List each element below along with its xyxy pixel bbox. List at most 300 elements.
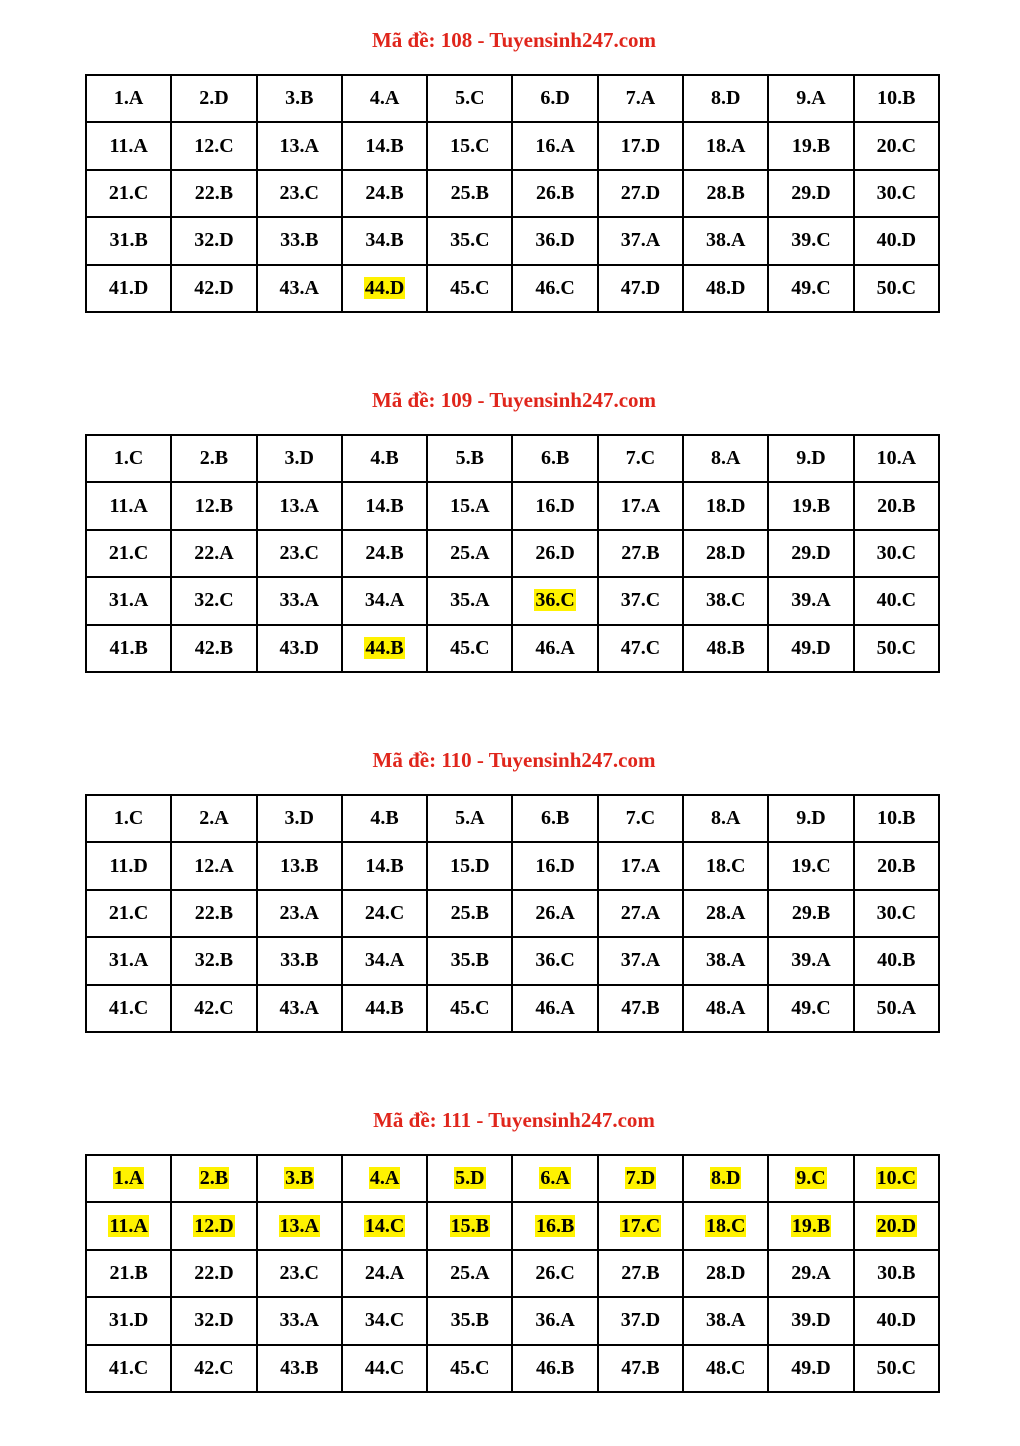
answer-cell [683,985,768,1032]
table-row [86,75,939,122]
answer-text: 26.A [535,901,575,924]
answer-cell [512,577,597,624]
answer-cell [257,435,342,482]
answer-cell [854,1345,939,1392]
highlighted-answer: 4.A [369,1167,400,1190]
answer-text: 47.B [621,996,660,1019]
answer-cell [683,842,768,889]
answer-text: 10.B [877,807,916,830]
answer-cell [342,985,427,1032]
answer-text: 46.A [535,996,575,1019]
answer-cell [86,122,171,169]
answer-cell [171,1202,256,1249]
highlighted-answer: 20.D [876,1214,917,1237]
answer-text: 27.B [621,1261,660,1284]
answer-cell [768,1202,853,1249]
answer-text: 5.A [455,807,485,830]
answer-text: 14.B [365,854,404,877]
answer-text: 34.A [364,949,405,972]
answer-text: 9.A [796,87,826,110]
table-row [86,170,939,217]
answer-text: 50.C [876,636,917,659]
answer-text: 18.C [706,854,746,877]
answer-text: 47.B [621,1356,660,1379]
table-row [86,1297,939,1344]
answer-text: 31.B [109,229,148,252]
answer-text: 38.C [706,589,746,612]
answer-cell [342,1155,427,1202]
answer-text: 29.D [791,181,831,204]
answer-text: 25.B [450,181,489,204]
answer-text: 37.A [620,949,661,972]
answer-cell [598,1202,683,1249]
answer-cell [86,265,171,312]
answer-text: 19.C [791,854,831,877]
answer-cell [598,1250,683,1297]
answer-cell [854,985,939,1032]
answer-cell [598,265,683,312]
answer-text: 36.D [535,229,575,252]
answer-text: 46.B [535,1356,575,1379]
answer-text: 1.A [113,87,144,110]
answer-cell [854,937,939,984]
answer-text: 17.D [620,134,661,157]
answer-text: 4.B [370,447,399,470]
answer-text: 21.C [108,181,149,204]
answer-cell [171,75,256,122]
answer-text: 18.D [706,494,746,517]
table-row [86,1250,939,1297]
table-row [86,435,939,482]
answer-cell [854,435,939,482]
highlighted-answer: 18.C [706,1214,746,1237]
answer-cell [683,122,768,169]
table-row [86,1202,939,1249]
answer-cell [768,1297,853,1344]
answer-text: 34.A [364,589,405,612]
answer-cell [683,625,768,672]
answer-cell [683,265,768,312]
answer-cell [86,1155,171,1202]
table-row [86,577,939,624]
answer-text: 23.A [279,901,319,924]
answer-cell [86,435,171,482]
answer-table [85,1154,940,1393]
answer-cell [427,530,512,577]
answer-text: 38.A [706,229,746,252]
answer-cell [768,625,853,672]
answer-text: 21.C [108,901,149,924]
answer-cell [854,75,939,122]
answer-cell [171,122,256,169]
answer-cell [768,890,853,937]
answer-cell [427,435,512,482]
answer-cell [854,577,939,624]
answer-text: 49.C [791,996,831,1019]
answer-cell [512,435,597,482]
answer-text: 11.A [109,134,148,157]
answer-cell [512,625,597,672]
highlighted-answer: 36.C [535,589,575,612]
answer-cell [427,217,512,264]
answer-cell [768,937,853,984]
answer-cell [683,217,768,264]
answer-text: 45.C [450,276,490,299]
table-row [86,937,939,984]
answer-text: 30.C [876,181,917,204]
answer-cell [171,1155,256,1202]
answer-cell [171,1345,256,1392]
answer-text: 21.B [109,1261,148,1284]
answer-cell [768,122,853,169]
table-row [86,795,939,842]
highlighted-answer: 9.C [796,1167,826,1190]
answer-cell [342,217,427,264]
answer-cell [598,530,683,577]
answer-text: 1.C [113,447,144,470]
answer-text: 3.D [284,807,314,830]
answer-cell [171,1297,256,1344]
answer-cell [768,482,853,529]
highlighted-answer: 6.A [540,1167,570,1190]
answer-cell [854,1250,939,1297]
answer-cell [768,842,853,889]
answer-text: 13.B [280,854,319,877]
answer-cell [86,170,171,217]
answer-text: 26.C [535,1261,575,1284]
answer-cell [342,170,427,217]
answer-text: 4.A [369,87,400,110]
answer-cell [342,1202,427,1249]
table-row [86,890,939,937]
answer-cell [598,795,683,842]
answer-cell [598,1345,683,1392]
answer-cell [683,795,768,842]
answer-cell [342,122,427,169]
answer-cell [598,985,683,1032]
answer-text: 15.C [450,134,490,157]
answer-text: 32.D [194,229,234,252]
answer-text: 19.B [791,494,831,517]
answer-cell [427,625,512,672]
highlighted-answer: 5.D [455,1167,485,1190]
answer-text: 32.D [194,1309,234,1332]
answer-text: 11.D [109,854,148,877]
answer-cell [342,937,427,984]
answer-text: 22.B [194,181,234,204]
answer-text: 33.B [280,229,319,252]
answer-cell [342,530,427,577]
answer-cell [598,75,683,122]
answer-cell [86,1297,171,1344]
exam-title: Mã đề: 109 - Tuyensinh247.com [371,388,657,412]
answer-cell [427,1345,512,1392]
highlighted-answer: 10.C [876,1167,917,1190]
answer-cell [342,1250,427,1297]
answer-cell [854,482,939,529]
answer-cell [683,1202,768,1249]
answer-text: 16.D [535,854,575,877]
answer-cell [427,577,512,624]
answer-text: 24.A [364,1261,405,1284]
answer-text: 12.B [194,494,234,517]
answer-cell [171,890,256,937]
answer-cell [854,625,939,672]
answer-text: 35.B [450,949,489,972]
answer-cell [512,937,597,984]
answer-cell [683,530,768,577]
answer-text: 8.D [711,87,741,110]
answer-cell [171,795,256,842]
answer-text: 40.D [876,1309,917,1332]
table-row [86,985,939,1032]
highlighted-answer: 7.D [625,1167,656,1190]
answer-cell [257,1155,342,1202]
answer-text: 24.B [365,541,404,564]
answer-cell [342,625,427,672]
answer-cell [427,482,512,529]
answer-cell [86,1250,171,1297]
answer-text: 32.B [194,949,234,972]
answer-cell [512,1250,597,1297]
answer-text: 23.C [279,541,319,564]
answer-cell [257,482,342,529]
answer-cell [342,890,427,937]
answer-text: 2.D [199,87,229,110]
answer-cell [427,890,512,937]
answer-cell [768,265,853,312]
answer-text: 22.A [194,541,234,564]
table-row [86,842,939,889]
answer-cell [768,75,853,122]
answer-text: 26.D [535,541,575,564]
answer-cell [512,482,597,529]
answer-cell [427,937,512,984]
answer-cell [427,170,512,217]
answer-cell [257,1250,342,1297]
answer-cell [598,482,683,529]
answer-cell [342,1297,427,1344]
answer-text: 30.C [876,541,917,564]
answer-text: 41.D [108,276,149,299]
answer-text: 18.A [706,134,746,157]
answer-cell [171,1250,256,1297]
answer-table [85,434,940,673]
answer-cell [427,795,512,842]
table-row [86,265,939,312]
highlighted-answer: 12.D [194,1214,234,1237]
highlighted-answer: 8.D [711,1167,741,1190]
answer-cell [342,842,427,889]
answer-text: 45.C [450,636,490,659]
table-row [86,1155,939,1202]
answer-cell [257,625,342,672]
answer-cell [598,937,683,984]
answer-cell [768,985,853,1032]
answer-cell [427,265,512,312]
answer-text: 23.C [279,1261,319,1284]
answer-text: 12.C [194,134,234,157]
answer-text: 45.C [450,1356,490,1379]
answer-cell [512,985,597,1032]
answer-text: 17.A [620,854,661,877]
answer-text: 40.B [877,949,916,972]
answer-cell [86,890,171,937]
answer-text: 39.D [791,1309,831,1332]
answer-cell [512,890,597,937]
answer-cell [171,577,256,624]
answer-text: 44.B [365,996,404,1019]
answer-cell [854,842,939,889]
answer-cell [86,625,171,672]
answer-text: 39.C [791,229,831,252]
highlighted-answer: 44.D [364,276,405,299]
answer-cell [342,1345,427,1392]
answer-cell [86,985,171,1032]
answer-cell [768,435,853,482]
answer-cell [512,1202,597,1249]
answer-text: 13.A [279,494,319,517]
answer-cell [257,122,342,169]
answer-text: 25.A [450,1261,490,1284]
answer-text: 29.D [791,541,831,564]
answer-text: 42.D [194,276,234,299]
highlighted-answer: 15.B [450,1214,489,1237]
answer-cell [854,530,939,577]
answer-cell [598,577,683,624]
answer-text: 3.D [284,447,314,470]
answer-cell [86,842,171,889]
answer-cell [257,985,342,1032]
answer-text: 14.B [365,494,404,517]
answer-text: 30.C [876,901,917,924]
answer-text: 24.B [365,181,404,204]
answer-text: 37.A [620,229,661,252]
answer-text: 7.A [625,87,656,110]
answer-cell [854,890,939,937]
answer-table [85,794,940,1033]
answer-cell [86,937,171,984]
answer-text: 40.D [876,229,917,252]
answer-cell [171,625,256,672]
table-row [86,217,939,264]
answer-cell [598,435,683,482]
answer-text: 20.B [877,854,916,877]
answer-text: 43.A [279,276,319,299]
answer-text: 37.C [620,589,661,612]
answer-table [85,74,940,313]
exam-title: Mã đề: 110 - Tuyensinh247.com [372,748,656,772]
answer-cell [512,217,597,264]
answer-cell [598,122,683,169]
answer-text: 48.A [706,996,746,1019]
answer-text: 48.B [706,636,745,659]
answer-cell [683,1250,768,1297]
answer-cell [257,795,342,842]
answer-text: 23.C [279,181,319,204]
answer-cell [683,1345,768,1392]
answer-text: 49.D [791,636,831,659]
answer-text: 19.B [791,134,831,157]
table-row [86,1345,939,1392]
answer-cell [854,170,939,217]
answer-text: 43.A [279,996,319,1019]
answer-text: 10.B [877,87,916,110]
answer-cell [768,577,853,624]
answer-text: 2.B [199,447,229,470]
answer-cell [512,1345,597,1392]
answer-cell [512,265,597,312]
answer-cell [683,577,768,624]
answer-cell [342,75,427,122]
highlighted-answer: 44.B [365,636,404,659]
answer-text: 11.A [109,494,148,517]
answer-text: 28.D [706,1261,746,1284]
answer-text: 6.B [540,807,570,830]
answer-text: 49.C [791,276,831,299]
highlighted-answer: 19.B [791,1214,831,1237]
answer-text: 42.C [194,996,234,1019]
answer-cell [342,577,427,624]
answer-text: 35.A [450,589,490,612]
answer-text: 7.C [625,447,656,470]
answer-cell [257,577,342,624]
answer-cell [512,170,597,217]
answer-cell [86,217,171,264]
answer-cell [683,482,768,529]
answer-text: 46.A [535,636,575,659]
answer-text: 43.D [279,636,319,659]
answer-cell [512,1155,597,1202]
answer-text: 44.C [364,1356,405,1379]
answer-text: 43.B [280,1356,319,1379]
answer-text: 13.A [279,134,319,157]
answer-text: 2.A [199,807,229,830]
answer-cell [512,122,597,169]
answer-text: 39.A [791,589,831,612]
answer-text: 16.A [535,134,575,157]
answer-cell [683,1155,768,1202]
answer-cell [257,890,342,937]
answer-cell [768,1250,853,1297]
answer-text: 25.B [450,901,489,924]
answer-text: 24.C [364,901,405,924]
answer-cell [598,1297,683,1344]
answer-text: 20.B [877,494,916,517]
answer-text: 45.C [450,996,490,1019]
answer-cell [171,170,256,217]
answer-cell [86,75,171,122]
answer-text: 7.C [625,807,656,830]
answer-cell [171,217,256,264]
answer-cell [683,435,768,482]
answer-cell [512,795,597,842]
answer-text: 41.C [108,996,149,1019]
answer-text: 36.A [535,1309,575,1332]
answer-cell [512,842,597,889]
answer-text: 35.C [450,229,490,252]
answer-text: 15.D [450,854,490,877]
answer-text: 38.A [706,949,746,972]
answer-cell [342,482,427,529]
answer-cell [171,435,256,482]
answer-cell [854,795,939,842]
answer-text: 4.B [370,807,399,830]
answer-cell [257,170,342,217]
answer-text: 12.A [194,854,234,877]
answer-cell [598,625,683,672]
answer-cell [86,795,171,842]
